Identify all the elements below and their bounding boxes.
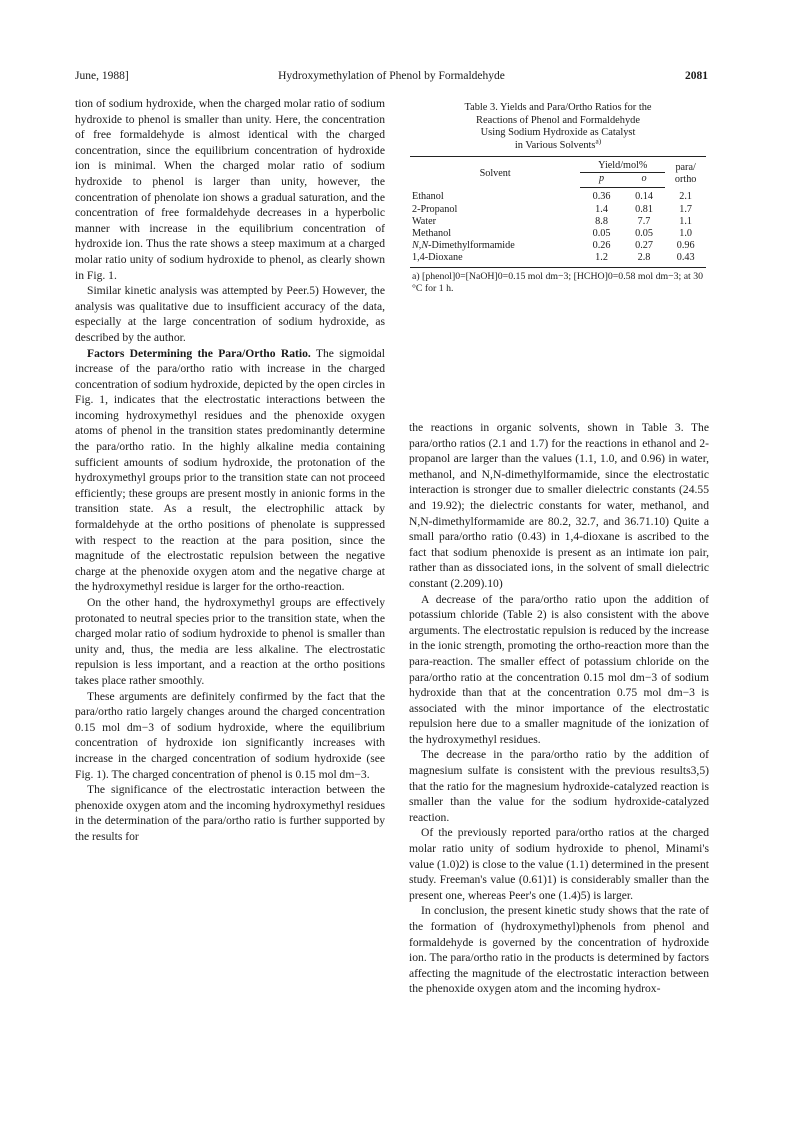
paragraph: A decrease of the para/ortho ratio upon the addition of potassium chloride (Table 2) is also consistent with the above arguments. The electrostatic repulsion is reduced by the increase in the ionic strength, promoting the ortho-reaction more than the para-reaction. The smaller effect of potassium chloride on the para/ortho ratio at the concentration 0.15 mol dm−3 of sodium hydroxide than that at the concentration 0.75 mol dm−3 is associated with the minor importance of the electrostatic repulsion here due to a smaller magnitude of the ionization of the hydroxymethyl residues. bbox=[409, 592, 709, 746]
col-header-p: p bbox=[580, 173, 622, 188]
table-row: Methanol 0.05 0.05 1.0 bbox=[412, 228, 692, 240]
table-caption bbox=[410, 102, 706, 152]
paragraph: On the other hand, the hydroxymethyl groups are effectively protonated to neutral species prior to the transition state, when the charged molar ratio of sodium hydroxide to phenol is smaller than unity and, thus, the media are less alkaline. The electrostatic repulsion is less important, and a reaction at the ortho positions takes place rather smoothly. bbox=[75, 596, 385, 687]
header-date: June, 1988] bbox=[75, 70, 129, 82]
paragraph: In conclusion, the present kinetic study shows that the rate of the formation of (hydroxymethyl)phenols from phenol and formaldehyde is governed by the concentration of hydroxide ion. The para/ortho ratio in the products is determined by factors affecting the magnitude of the electrostatic interaction between the phenoxide oxygen atom and the incoming hydrox- bbox=[409, 904, 709, 996]
section-heading: Factors Determining the Para/Ortho Ratio. bbox=[87, 346, 311, 360]
paragraph: The decrease in the para/ortho ratio by the addition of magnesium sulfate is consistent with the previous results3,5) that the ratio for the magnesium hydroxide-catalyzed reaction is smaller than the value for the sodium hydroxide-catalyzed reaction. bbox=[409, 748, 709, 824]
table-row: Ethanol 0.36 0.14 2.1 bbox=[412, 191, 692, 203]
caption-line: in Various Solvents$^{a)}$ bbox=[514, 137, 602, 151]
yield-table bbox=[410, 156, 706, 268]
header-title: Hydroxymethylation of Phenol by Formaldehyde bbox=[278, 70, 505, 82]
table-3 bbox=[410, 102, 706, 295]
right-column bbox=[409, 420, 709, 997]
paragraph: These arguments are definitely confirmed by the fact that the para/ortho ratio largely changes around the charged concentration 0.15 mol dm−3 of sodium hydroxide, where the equilibrium concentration of hydroxide ion significantly increases with increase in the charged concentration of sodium hydroxide (see Fig. 1). The charged concentration of phenol is 0.15 mol dm−3. bbox=[75, 689, 385, 781]
paragraph: Of the previously reported para/ortho ratios at the charged molar ratio unity of sodium hydroxide to phenol, Minami's value (1.0)2) is close to the value (1.1) determined in the present study. Freeman's value (0.61)1) is considerably smaller than the present one, whereas Peer's one (1.4)5) is larger. bbox=[409, 826, 709, 902]
caption-line: Table 3. Yields and Para/Ortho Ratios for the bbox=[464, 102, 652, 113]
table-row: N,N-Dimethylformamide 0.26 0.27 0.96 bbox=[412, 240, 695, 252]
table-row: Water 8.8 7.7 1.1 bbox=[412, 215, 692, 227]
paragraph-text: The sigmoidal increase of the para/ortho ratio with increase in the charged concentration of sodium hydroxide, depicted by the open circles in Fig. 1, indicates that the electrostatic interactions between the incoming hydroxymethyl residues and the phenoxide oxygen atoms of phenol in the transition states predominantly determine the para/ortho ratio. In the highly alkaline media containing sufficient amounts of sodium hydroxide, the protonation of the hydroxymethyl groups prior to the transition state can not proceed efficiently; these groups are present mostly in anionic forms in the transition state. As a result, the electrophilic attack by formaldehyde at the ortho positions of phenolate is suppressed with respect to the reaction at the para position, since the magnitude of the electrostatic repulsion between the negative charge at the phenoxide oxygen atom and the negative charge at the hydroxymethyl residue is larger for the ortho-reaction. bbox=[75, 346, 385, 594]
col-header-yield: Yield/mol% bbox=[580, 157, 665, 173]
col-header-o: o bbox=[623, 173, 665, 188]
left-column bbox=[75, 96, 385, 845]
paragraph: tion of sodium hydroxide, when the charged molar ratio of sodium hydroxide to phenol is smaller than unity. Here, the concentration of free formaldehyde is almost identical with the charged concentration, since the equilibrium concentration of hydroxide ion is minimal. When the charged molar ratio of sodium hydroxide to phenol is larger than unity, however, the concentration of phenolate ion shows a gradual saturation, and the concentration of free formaldehyde decreases in a hyperbolic manner with increase in the equilibrium concentration of hydroxide ion. Thus the rate shows a steep maximum at a charged molar ratio unity of sodium hydroxide to phenol, as clearly shown in Fig. 1. bbox=[75, 97, 385, 282]
table-row: 2-Propanol 1.4 0.81 1.7 bbox=[412, 203, 692, 215]
header-page-number: 2081 bbox=[685, 70, 708, 82]
caption-line: Reactions of Phenol and Formaldehyde bbox=[476, 114, 640, 126]
caption-line: Using Sodium Hydroxide as Catalyst bbox=[480, 127, 636, 138]
paragraph: The significance of the electrostatic interaction between the phenoxide oxygen atom and the incoming hydroxymethyl residues in the determination of the para/ortho ratio is further supported by the results for bbox=[75, 783, 385, 843]
caption-footnote-mark: a) bbox=[595, 137, 602, 146]
col-header-ratio: para/ ortho bbox=[665, 157, 706, 188]
paragraph: the reactions in organic solvents, shown in Table 3. The para/ortho ratios (2.1 and 1.7) for the reactions in ethanol and 2-propanol are larger than the values (1.1, 1.0, and 0.96) in water, methanol, and N,N-dimethylformamide, since the electrostatic interaction is stronger due to smaller dielectric constants (24.55 and 19.92); the dielectric constants for water, methanol, and N,N-dimethylformamide are 80.2, 32.7, and 36.71.10) Quite a small para/ortho ratio (0.43) in 1,4-dioxane is ascribed to the fact that sodium phenoxide is present as an intimate ion pair, rather than as dissociated ions, in the solvent of small dielectric constant (2.209).10) bbox=[409, 421, 709, 590]
table-footnote: a) [phenol]0=[NaOH]0=0.15 mol dm−3; [HCHO]0=0.58 mol dm−3; at 30 °C for 1 h. bbox=[412, 270, 704, 294]
paragraph: Similar kinetic analysis was attempted by Peer.5) However, the analysis was qualitative due to insufficient accuracy of the data, especially at the large concentration of sodium hydroxide, as described by the author. bbox=[75, 284, 385, 344]
col-header-solvent: Solvent bbox=[410, 157, 580, 188]
running-header bbox=[75, 70, 708, 86]
paragraph-factors bbox=[75, 346, 385, 596]
table-row: 1,4-Dioxane 1.2 2.8 0.43 bbox=[410, 252, 706, 267]
